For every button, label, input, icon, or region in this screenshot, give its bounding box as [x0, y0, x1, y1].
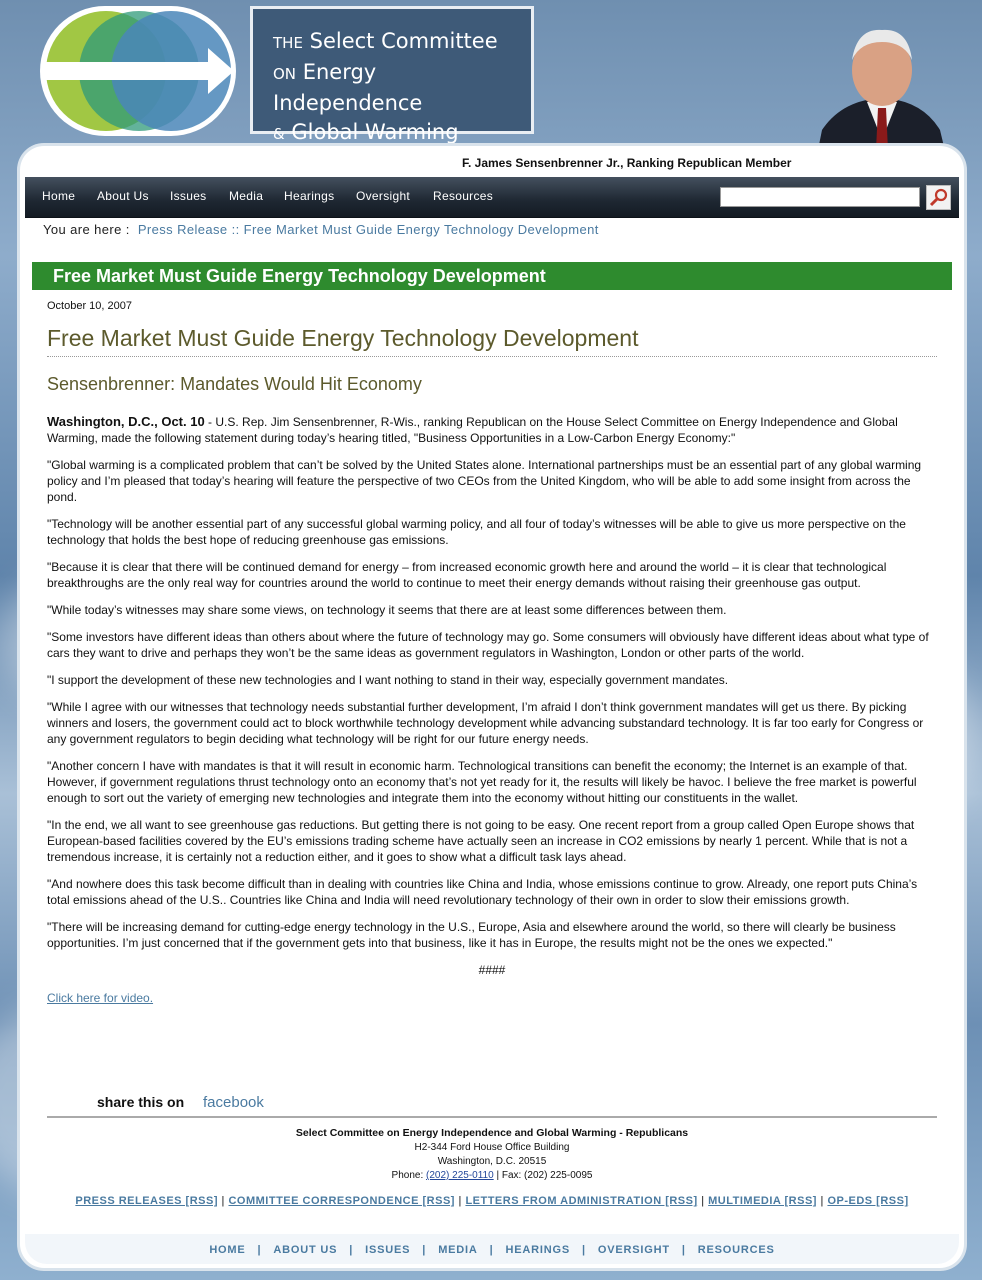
nav-issues[interactable]: Issues [170, 189, 207, 203]
article-paragraph: "In the end, we all want to see greenhouse gas reductions. But getting there is not going to be easy. One recent report from a group called Open Europe shows that European-based facilities covered by the EU’s emissions trading scheme have actually seen an increase in CO2 emissions by nearly 1 percent. While that is not a tremendous increase, it is certainly not a reduction either, and it goes to show what a difficult task lays ahead. [47, 818, 915, 864]
fax-number: | Fax: (202) 225-0095 [496, 1170, 593, 1181]
article-paragraph: "Some investors have different ideas than others about where the future of technology may go. Some consumers will obviously have different ideas about what type of cars they want to drive and perhaps they won’t be the same ideas as government regulators in Washington, London or other parts of the world. [47, 630, 929, 660]
nav-about-us[interactable]: About Us [97, 189, 149, 203]
rss-links-bar [47, 1195, 937, 1207]
separator: | [582, 1244, 586, 1256]
search-input[interactable] [720, 187, 920, 207]
rss-letters-from-administration-link[interactable]: LETTERS FROM ADMINISTRATION [RSS] [465, 1195, 698, 1207]
phone-link[interactable]: (202) 225-0110 [426, 1170, 494, 1181]
nav-home[interactable]: Home [42, 189, 76, 203]
article-paragraph: "While I agree with our witnesses that technology needs substantial further development, I’m afraid I don’t think government mandates will get us there. By picking winners and losers, the government could act to block worthwhile technology development while advancing substandard technology. It is far too early for Congress or any government regulators to begin deciding what technology will be right for our future energy needs. [47, 700, 924, 746]
committee-logo-icon [38, 4, 238, 138]
breadcrumb-separator: :: [231, 222, 240, 237]
search-icon [927, 186, 950, 209]
rss-press-releases-link[interactable]: PRESS RELEASES [RSS] [75, 1195, 218, 1207]
rss-committee-correspondence-link[interactable]: COMMITTEE CORRESPONDENCE [RSS] [228, 1195, 455, 1207]
footer-nav-about-us[interactable]: ABOUT US [273, 1244, 338, 1256]
nav-media[interactable]: Media [229, 189, 264, 203]
article-paragraph: "Another concern I have with mandates is that it will result in economic harm. Technological transitions can benefit the economy; the Internet is an example of that. However, if government regulations thrust technology onto an economy that’s not yet ready for it, the results will likely be havoc. I believe the free market is powerful enough to sort out the variety of emerging new technologies and integrate them into the economy without hitting our constituents in the wallet. [47, 759, 917, 805]
address-line-1: H2-344 Ford House Office Building [414, 1142, 570, 1153]
organization-name: Select Committee on Energy Independence and Global Warming - Republicans [295, 1127, 689, 1139]
footer-nav [25, 1234, 959, 1264]
footer-nav-oversight[interactable]: OVERSIGHT [597, 1244, 670, 1256]
address-line-2: Washington, D.C. 20515 [437, 1156, 547, 1167]
article-dateline: Washington, D.C., Oct. 10 [47, 414, 205, 429]
footer-nav-issues[interactable]: ISSUES [365, 1244, 411, 1256]
rss-multimedia-link[interactable]: MULTIMEDIA [RSS] [708, 1195, 817, 1207]
page-title-banner: Free Market Must Guide Energy Technology Development [32, 262, 952, 290]
title-line-3: Global Warming [291, 120, 459, 144]
title-line-1: Select Committee [309, 29, 498, 53]
separator: | [454, 1195, 466, 1207]
article-lead: - U.S. Rep. Jim Sensenbrenner, R-Wis., ranking Republican on the House Select Committee on Energy Independence and Global Warming, made the following statement during today’s hearing titled, "Business Opportunities in a Low-Carbon Energy Economy:" [47, 415, 898, 445]
separator: | [349, 1244, 354, 1256]
article-body [47, 414, 937, 1006]
separator: | [218, 1195, 229, 1207]
rss-op-eds-link[interactable]: OP-EDS [RSS] [827, 1195, 909, 1207]
title-line-2: Energy Independence [273, 60, 423, 115]
footer-nav-media[interactable]: MEDIA [438, 1244, 478, 1256]
end-mark: #### [478, 963, 506, 977]
footer-nav-hearings[interactable]: HEARINGS [505, 1244, 570, 1256]
article-paragraph: "Technology will be another essential part of any successful global warming policy, and all four of today’s witnesses will be able to give us more perspective on the technology that holds the best hope of reducing greenhouse gas emissions. [47, 517, 906, 547]
ranking-member-label: F. James Sensenbrenner Jr., Ranking Republican Member [462, 156, 792, 170]
article-subheadline: Sensenbrenner: Mandates Would Hit Economy [47, 374, 422, 394]
article-headline: Free Market Must Guide Energy Technology Development [47, 325, 937, 357]
footer-nav-resources[interactable]: RESOURCES [697, 1244, 775, 1256]
article-paragraph: "Global warming is a complicated problem that can’t be solved by the United States alone. International partnerships must be an essential part of any global warming policy and I’m pleased that today’s hearing will feature the perspective of two CEOs from the United Kingdom, who will be able to add some insight from across the pond. [47, 458, 922, 504]
separator: | [422, 1244, 427, 1256]
article-paragraph: "While today’s witnesses may share some views, on technology it seems that there are at least some differences between them. [47, 603, 727, 617]
footer-nav-home[interactable]: HOME [209, 1244, 246, 1256]
article-paragraph: "I support the development of these new technologies and I want nothing to stand in their way, especially government mandates. [47, 673, 729, 687]
breadcrumb [43, 222, 599, 237]
separator: | [257, 1244, 262, 1256]
breadcrumb-label: You are here : [43, 222, 130, 237]
separator: | [681, 1244, 686, 1256]
article-paragraph: "There will be increasing demand for cutting-edge energy technology in the U.S., Europe, Asia and elsewhere around the world, so there will clearly be business opportunities. I’m just concerned that if the government gets into that business, like it has in Europe, the results might not be the ones we expected." [47, 920, 896, 950]
contact-address [47, 1126, 937, 1183]
breadcrumb-press-release[interactable]: Press Release [137, 222, 228, 237]
article-lead-paragraph [47, 414, 937, 446]
nav-hearings[interactable]: Hearings [284, 189, 335, 203]
separator: | [697, 1195, 709, 1207]
breadcrumb-current-page[interactable]: Free Market Must Guide Energy Technology Development [243, 222, 599, 237]
publish-date: October 10, 2007 [47, 300, 133, 312]
title-on: ON [273, 65, 297, 83]
title-the: THE [273, 34, 303, 52]
video-link[interactable]: Click here for video. [47, 991, 154, 1005]
facebook-share-link[interactable]: facebook [203, 1094, 264, 1111]
nav-oversight[interactable]: Oversight [356, 189, 411, 203]
article-paragraph: "Because it is clear that there will be continued demand for energy – from increased economic growth here and around the world – it is clear that technological breakthroughs are the only real way for countries around the world to continue to meet their energy demands without raising their greenhouse gas output. [47, 560, 887, 590]
committee-title [250, 6, 534, 144]
article-paragraph: "And nowhere does this task become difficult than in dealing with countries like China and India, whose emissions continue to grow. Already, one report puts China’s total emissions ahead of the U.S.. Countries like China and India will need revolutionary technology of their own in order to slow their emissions growth. [47, 877, 918, 907]
separator: | [816, 1195, 828, 1207]
footer-divider [47, 1116, 937, 1118]
title-amp: & [273, 125, 285, 143]
phone-label: Phone: [391, 1170, 424, 1181]
search-button[interactable] [926, 185, 951, 210]
nav-resources[interactable]: Resources [433, 189, 494, 203]
separator: | [489, 1244, 494, 1256]
share-label: share this on [97, 1094, 185, 1110]
